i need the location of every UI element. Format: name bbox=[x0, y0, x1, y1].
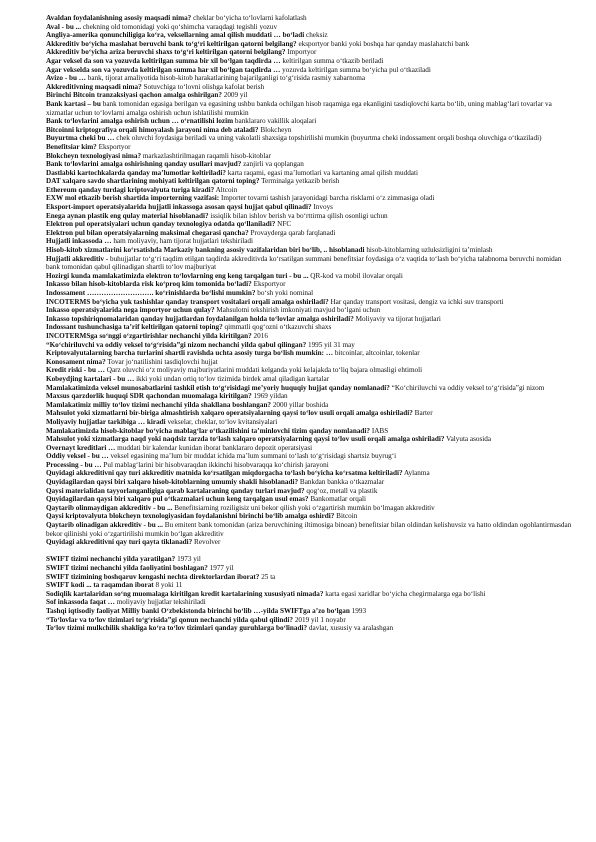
answer-text: moliyaviy hujjatlar tekshiriladi bbox=[116, 598, 206, 607]
question-text: Bitcoinni kriptografiya orqali himoyalash jarayoni nima deb ataladi? bbox=[46, 125, 259, 134]
qa-entry bbox=[46, 315, 572, 324]
question-text: Quyidagilardan qaysi biri xalqaro hisob-kitoblarning umumiy shakli hisoblanadi? bbox=[46, 478, 299, 487]
qa-entry bbox=[46, 83, 572, 92]
qa-entry bbox=[46, 23, 572, 32]
answer-text: Bitcoin bbox=[336, 512, 358, 521]
answer-text: IABS bbox=[371, 426, 389, 435]
qa-entry bbox=[46, 555, 572, 564]
question-text: Akkreditiv bo‘yicha maslahat beruvchi bank to‘g‘ri keltirilgan qatorni belgilang? bbox=[46, 39, 297, 48]
question-text: Avizo - bu … bbox=[46, 74, 86, 83]
answer-text: 1977 yil bbox=[209, 564, 234, 572]
qa-entry bbox=[46, 418, 572, 427]
qa-entry bbox=[46, 57, 572, 66]
qa-entry bbox=[46, 512, 572, 521]
answer-text: chekning old tomonidagi yoki qo‘shimcha varaqdagi tegishli yozuv bbox=[82, 22, 278, 31]
answer-text: NFC bbox=[277, 220, 292, 229]
answer-text: ham moliyaviy, ham tijorat hujjatlari tekshiriladi bbox=[113, 237, 253, 246]
answer-text: Revolver bbox=[194, 538, 221, 547]
question-text: Qaytarib olinmaydigan akkreditiv - bu ... bbox=[46, 503, 173, 512]
qa-entry bbox=[46, 194, 572, 203]
qa-entry bbox=[46, 409, 572, 418]
answer-text: karta raqami, egasi ma’lumotlari va kartaning amal qilish muddati bbox=[227, 168, 418, 177]
answer-text: Importer tovarni tashish jarayonidagi barcha risklarni o‘z zimmasiga oladi bbox=[220, 194, 435, 203]
question-text: Ethereum qanday turdagi kriptovalyuta turiga kiradi? bbox=[46, 185, 215, 194]
answer-text: keltirilgan summa o‘tkazib beriladi bbox=[282, 56, 384, 65]
qa-entry bbox=[46, 169, 572, 178]
answer-text: bitcoinlar, altcoinlar, tokenlar bbox=[334, 349, 420, 358]
answer-text: issiqlik bilan ishlov berish va bo‘rttirma qilish osonligi uchun bbox=[210, 211, 388, 220]
question-text: Sof inkassoda faqat … bbox=[46, 598, 115, 607]
question-text: DAT xalqaro savdo shartlarining mohiyati keltirilgan qatorni toping? bbox=[46, 177, 260, 186]
answer-text: Eksportyor bbox=[98, 142, 131, 151]
question-text: Bank to‘lovlarini amalga oshirish uchun … o‘rnatilishi lozim bbox=[46, 117, 234, 126]
question-text: Elektron pul bilan operatsiyalarning maksimal chegarasi qancha? bbox=[46, 228, 249, 237]
qa-entry bbox=[46, 323, 572, 332]
qa-entry bbox=[46, 237, 572, 246]
document-body bbox=[46, 14, 572, 633]
question-text: Mamlakatimizda veksel munosabatlarini tashkil etish to‘g‘risidagi me’yoriy huquqiy hujjat qanday nomlanadi? bbox=[46, 383, 390, 392]
answer-text: 2000 yillar boshida bbox=[272, 400, 329, 409]
question-text: Mahsulot yoki xizmatlarni bir-biriga almashtirish xalqaro operatsiyalarning qaysi to‘lov usuli orqali amalga oshiriladi? bbox=[46, 409, 413, 418]
question-text: Benefitsiar kim? bbox=[46, 142, 97, 151]
answer-text: 1993 bbox=[351, 606, 367, 615]
qa-entry bbox=[46, 392, 572, 401]
question-text: “To‘lovlar va to‘lov tizimlari to‘g‘risida”gi qonun nechanchi yilda qabul qilindi? bbox=[46, 615, 294, 624]
answer-text: markazlashtirilmagan raqamli hisob-kitoblar bbox=[142, 151, 271, 160]
answer-text: Invoys bbox=[313, 203, 333, 212]
answer-text: veksel egasining ma’lum bir muddat ichida ma’lum summani to‘lash to‘g‘risidagi shartsiz buyrug‘i bbox=[110, 452, 397, 461]
question-text: Mahsulot yoki xizmatlarga naqd yoki naqdsiz tarzda to‘lash xalqaro operatsiyalarning qaysi to‘lov usuli orqali amalga oshiriladi? bbox=[46, 435, 445, 444]
qa-entry bbox=[46, 401, 572, 410]
answer-text: Valyuta asosida bbox=[446, 435, 492, 444]
answer-text: Bankdan bankka o‘tkazmalar bbox=[299, 478, 385, 487]
question-text: Hozirgi kunda mamlakatimizda elektron to‘lovlarning eng keng tarqalgan turi - bu ... bbox=[46, 271, 309, 280]
question-text: Konosament nima? bbox=[46, 357, 106, 366]
answer-text: Sotuvchiga to‘lovni olishga kafolat berish bbox=[143, 82, 265, 91]
qa-entry bbox=[46, 306, 572, 315]
qa-entry bbox=[46, 100, 572, 117]
qa-entry bbox=[46, 581, 572, 590]
qa-entry bbox=[46, 280, 572, 289]
qa-entry bbox=[46, 341, 572, 350]
answer-text: bo‘sh yoki nominal bbox=[257, 289, 314, 297]
question-text: Hisob-kitob xizmatlarini ko‘rsatishda Markaziy bankning asosiy vazifalaridan biri bo‘lib, .. hisoblanadi bbox=[46, 246, 365, 255]
answer-text: Aylanma bbox=[403, 469, 430, 478]
answer-text: banklararo vakillik aloqalari bbox=[234, 117, 317, 126]
question-text: Inkasso bilan hisob-kitoblarda risk ko‘proq kim tomonida bo‘ladi? bbox=[46, 280, 252, 289]
answer-text: Barter bbox=[414, 409, 433, 418]
answer-text: zanjirli va qoplangan bbox=[243, 160, 304, 169]
answer-text: hisob-kitoblarning uzluksizligini ta’minlash bbox=[366, 246, 493, 255]
qa-entry bbox=[46, 349, 572, 358]
question-text: Mamlakatimiz milliy to‘lov tizimi nechanchi yilda shakllana boshlangan? bbox=[46, 400, 272, 409]
qa-entry bbox=[46, 598, 572, 607]
answer-text: buhujjatlar to‘g‘ri taqdim etilgan taqdirda akkreditivda ko‘rsatilgan summani benefitsiar foydasiga o‘z vaqtida to‘lash bo‘yicha talabnoma beruvchi nomidan bank tomonidan qabul qilinadigan shartli to‘lov majburiyat bbox=[46, 254, 562, 272]
qa-entry bbox=[46, 607, 572, 616]
question-text: INCOTERMSga so‘nggi o‘zgartirishlar nechanchi yilda kiritilgan? bbox=[46, 331, 252, 340]
qa-entry bbox=[46, 40, 572, 49]
qa-entry bbox=[46, 272, 572, 281]
question-text: Qaytarib olinadigan akkreditiv - bu ... bbox=[46, 521, 163, 530]
qa-entry bbox=[46, 590, 572, 599]
qa-entry bbox=[46, 177, 572, 186]
question-text: Qaysi kriptovalyuta blokcheyn texnologiyasidan foydalanishni birinchi bo‘lib amalga oshirdi? bbox=[46, 512, 335, 521]
question-text: Qaysi materialidan tayyorlanganligiga qarab kartalaraning qanday turlari mavjud? bbox=[46, 486, 305, 495]
qa-entry bbox=[46, 117, 572, 126]
question-text: INCOTERMS bo‘yicha yuk tashishlar qanday transport vositalari orqali amalga oshiriladi? bbox=[46, 297, 329, 306]
question-text: Maxsus qarzdorlik huquqi SDR qachondan muomalaga kiritilgan? bbox=[46, 392, 252, 401]
answer-text: 8 yoki 11 bbox=[155, 581, 183, 590]
question-text: Bank to‘lovlarini amalga oshirishning qanday usullari mavjud? bbox=[46, 160, 242, 169]
question-text: To‘lov tizimi mulkchilik shakliga ko‘ra to‘lov tizimlari qanday guruhlarga bo‘linadi? bbox=[46, 624, 308, 633]
question-text: Sodiqlik kartalaridan so‘ng muomalaga kiritilgan kredit kartalarining xususiyati nimada? bbox=[46, 589, 324, 598]
question-text: Indossant tushunchasiga ta’rif keltirilgan qatorni toping? bbox=[46, 323, 223, 332]
answer-text: Bankomatlar orqali bbox=[310, 495, 367, 504]
qa-entry bbox=[46, 616, 572, 625]
question-text: Inkasso operatsiyalarida nega importyor uchun qulay? bbox=[46, 306, 215, 315]
qa-entry bbox=[46, 246, 572, 255]
question-text: Moliyaviy hujjatlar tarkibiga … kiradi bbox=[46, 417, 166, 426]
question-text: SWIFT tizimi nechanchi yilda yaratilgan? bbox=[46, 555, 176, 564]
qa-entry bbox=[46, 384, 572, 393]
question-text: EXW mol etkazib berish shartida importerning vazifasi: bbox=[46, 194, 220, 203]
qa-entry bbox=[46, 624, 572, 633]
answer-text: Mahsulotni tekshirish imkoniyati mavjud bo‘lgani uchun bbox=[216, 306, 381, 315]
answer-text: 2019 yil 1 noyabr bbox=[294, 615, 346, 624]
answer-text: qimmatli qog‘ozni o‘tkazuvchi shaxs bbox=[224, 323, 332, 332]
answer-text: bank, tijorat amaliyotida hisob-kitob harakatlarining bajarilganligi to‘g‘risida rasmiy xabarnoma bbox=[87, 74, 366, 83]
qa-entry bbox=[46, 495, 572, 504]
answer-text: Pul mablag‘larini bir hisobvaraqdan ikkinchi hisobvaraqqa ko‘chirish jarayoni bbox=[103, 460, 329, 469]
qa-entry bbox=[46, 435, 572, 444]
question-text: Enega aynan plastik eng qulay material hisoblanadi? bbox=[46, 211, 209, 220]
qa-entry bbox=[46, 538, 572, 547]
qa-entry bbox=[46, 220, 572, 229]
qa-entry bbox=[46, 160, 572, 169]
answer-text: Altcoin bbox=[215, 185, 238, 194]
answer-text: Provayderga qarab farqlanadi bbox=[250, 228, 336, 237]
question-text: Eksport-import operatsiyalarida hujjatli inkassoga asosan qaysi hujjat qabul qilinadi? bbox=[46, 203, 312, 212]
question-text: Dastlabki kartochkalarda qanday ma’lumotlar keltiriladi? bbox=[46, 168, 226, 177]
question-text: Birinchi Bitcoin tranzaksiyasi qachon amalga oshirilgan? bbox=[46, 91, 222, 100]
question-text: Inkasso topshiriqnomalaridan qanday hujjatlardan foydalanilgan holda to‘lovlar amalga oshiriladi? bbox=[46, 314, 354, 323]
qa-entry bbox=[46, 573, 572, 582]
qa-entry bbox=[46, 74, 572, 83]
answer-text: 1973 yil bbox=[177, 555, 201, 564]
answer-text: cheksiz bbox=[306, 31, 328, 40]
qa-entry bbox=[46, 487, 572, 496]
qa-entry bbox=[46, 91, 572, 100]
question-text: Buyurtma cheki bu … bbox=[46, 134, 115, 143]
question-text: Hujjatli inkassoda … bbox=[46, 237, 112, 246]
question-text: Processing - bu … bbox=[46, 460, 102, 469]
answer-text: Terminalga yetkazib berish bbox=[261, 177, 340, 186]
answer-text: Har qanday transport vositasi, dengiz va ichki suv transporti bbox=[330, 297, 504, 306]
qa-entry bbox=[46, 521, 572, 538]
question-text: Kobeydjing kartalari - bu … bbox=[46, 374, 135, 383]
question-text: Tashqi iqtisodiy faoliyat Milliy banki O‘zbekistonda birinchi bo‘lib …-yilda SWIFTga a’zo bo‘lgan bbox=[46, 606, 350, 615]
qa-entry bbox=[46, 229, 572, 238]
answer-text: bank tomonidan egasiga berilgan va egasining ushbu bankda ochilgan hisob raqamiga ega ekanligini tasdiqlovchi karta bo‘lib, uning mablag‘lari tovarlar va xizmatlar uchun to‘lovlarni amalga oshirish uchun ishlatilishi mumkin bbox=[46, 99, 552, 117]
question-text: Mamlakatimizda hisob-kitoblar bo‘yicha mablag‘lar o‘tkazilishini ta’minlovchi tizim qanday nomlanadi? bbox=[46, 426, 371, 435]
question-text: Quyidagi akkreditivni qay turi akkreditiv matnida ko‘rsatilgan miqdorgacha to‘lash bo‘yicha ko‘rsatma keltiriladi? bbox=[46, 469, 403, 478]
answer-text: yozuvda keltirilgan summa bo‘yicha pul o‘tkaziladi bbox=[282, 65, 431, 74]
answer-text: Bu emitent bank tomonidan (ariza beruvchining iltimosiga binoan) benefitsiar bilan oldindan kelishuvsiz va hatto oldindan ogohlantirmasdan bekor qilinishi yoki o‘zgartirilishi mumkin bo‘lgan akkreditiv bbox=[46, 521, 572, 538]
question-text: Kriptovalyutalarning barcha turlarini shartli ravishda uchta asosiy turga bo‘lish mumkin: … bbox=[46, 349, 334, 358]
question-text: Angliya-amerika qonunchiligiga ko‘ra, veksellarning amal qilish muddati … bo‘ladi bbox=[46, 31, 305, 40]
answer-text: karta egasi xaridlar bo‘yicha chegirmalarga ega bo‘lishi bbox=[325, 589, 486, 598]
answer-text: 1995 yil 31 may bbox=[307, 340, 355, 349]
answer-text: Importyor bbox=[287, 48, 317, 57]
question-text: SWIFT tizimi nechanchi yilda faoliyatini boshlagan? bbox=[46, 564, 208, 572]
answer-text: Eksportyor bbox=[253, 280, 286, 289]
qa-entry bbox=[46, 504, 572, 513]
question-text: Bank kartasi – bu bbox=[46, 99, 101, 108]
answer-text: Blokcheyn bbox=[260, 125, 292, 134]
qa-entry bbox=[46, 461, 572, 470]
answer-text: eksportyor banki yoki boshqa har qanday maslahatchi bank bbox=[298, 39, 470, 48]
blank-line bbox=[46, 547, 572, 556]
answer-text: 25 ta bbox=[261, 572, 276, 581]
answer-text: Moliyaviy va tijorat hujjatlari bbox=[355, 314, 441, 323]
answer-text: 2016 bbox=[253, 331, 268, 340]
question-text: Quyidagilardan qaysi biri xalqaro pul o‘tkazmalari uchun keng tarqalgan usul emas? bbox=[46, 495, 309, 504]
answer-text: chek oluvchi foydasiga beriladi va uning vakolatli shaxsiga topshirilishi mumkin (buyurtma cheki indossament orqali boshqa oluvchiga o‘tkaziladi) bbox=[116, 134, 542, 143]
question-text: Akkreditiv bo‘yicha ariza beruvchi shaxs to‘g‘ri keltirilgan qatorni belgilang? bbox=[46, 48, 286, 57]
qa-entry bbox=[46, 212, 572, 221]
answer-text: muddati bir kalendar kunidan iborat banklararo depozit operatsiyasi bbox=[117, 443, 313, 452]
qa-entry bbox=[46, 478, 572, 487]
qa-entry bbox=[46, 66, 572, 75]
question-text: Blokcheyn texnologiyasi nima? bbox=[46, 151, 142, 160]
question-text: SWIFT tizimining boshqaruv kengashi nechta direktorlardan iborat? bbox=[46, 572, 260, 581]
question-text: Oddiy veksel - bu … bbox=[46, 452, 109, 461]
question-text: Overnayt kreditlari … bbox=[46, 443, 116, 452]
qa-entry bbox=[46, 332, 572, 341]
qa-entry bbox=[46, 289, 572, 298]
answer-text: vekselar, cheklar, to‘lov kvitansiyalari bbox=[167, 417, 278, 426]
qa-entry bbox=[46, 203, 572, 212]
answer-text: Tovar jo‘natilishini tasdiqlovchi hujjat bbox=[107, 357, 218, 366]
qa-entry bbox=[46, 48, 572, 57]
qa-entry bbox=[46, 564, 572, 573]
answer-text: Benefitsiarning roziligisiz uni bekor qilish yoki o‘zgartirish mumkin bo‘lmagan akkreditiv bbox=[174, 503, 435, 512]
qa-entry bbox=[46, 186, 572, 195]
answer-text: Qarz oluvchi o‘z moliyaviy majburiyatlarini muddati kelganda yoki kelajakda to‘liq bajara olmasligi ehtimoli bbox=[106, 366, 423, 375]
answer-text: 1969 yildan bbox=[253, 392, 288, 401]
qa-entry bbox=[46, 143, 572, 152]
qa-entry bbox=[46, 452, 572, 461]
qa-entry bbox=[46, 427, 572, 436]
question-text: Hujjatli akkreditiv - bbox=[46, 254, 109, 263]
question-text: Quyidagi akkreditivni qay turi qayta tiklanadi? bbox=[46, 538, 193, 547]
question-text: Avaldan foydalanishning asosiy maqsadi nima? bbox=[46, 14, 192, 22]
qa-entry bbox=[46, 444, 572, 453]
question-text: Akkreditivning maqsadi nima? bbox=[46, 82, 142, 91]
question-text: Kredit riski - bu … bbox=[46, 366, 105, 375]
answer-text: qog‘oz, metall va plastik bbox=[306, 486, 378, 495]
answer-text: davlat, xususiy va aralashgan bbox=[308, 624, 394, 633]
question-text: Aval - bu ... bbox=[46, 22, 82, 31]
qa-entry bbox=[46, 366, 572, 375]
qa-entry bbox=[46, 298, 572, 307]
answer-text: cheklar bo‘yicha to‘lovlarni kafolatlash bbox=[193, 14, 307, 22]
question-text: Agar veksel da son va yozuvda keltirilgan summa bir xil bo‘lgan taqdirda … bbox=[46, 56, 281, 65]
qa-entry bbox=[46, 358, 572, 367]
answer-text: ikki yoki undan ortiq to‘lov tizimida birdek amal qiladigan kartalar bbox=[136, 374, 330, 383]
qa-entry bbox=[46, 152, 572, 161]
qa-entry bbox=[46, 375, 572, 384]
question-text: Elektron pul operatsiyalari uchun qanday texnologiya odatda qo‘llaniladi? bbox=[46, 220, 276, 229]
question-text: Indossament ………………………. ko‘rinishlarda bo‘lishi mumkin? bbox=[46, 289, 256, 297]
answer-text: 2009 yil bbox=[223, 91, 248, 100]
qa-entry bbox=[46, 255, 572, 272]
question-text: SWIFT kodi ... ta raqamdan iborat bbox=[46, 581, 154, 590]
answer-text: QR-kod va mobil ilovalar orqali bbox=[310, 271, 403, 280]
qa-entry bbox=[46, 31, 572, 40]
question-text: “Ko‘chiriluvchi va oddiy veksel to‘g‘risida”gi nizom nechanchi yilda qabul qilingan? bbox=[46, 340, 307, 349]
qa-entry bbox=[46, 134, 572, 143]
qa-entry bbox=[46, 14, 572, 23]
question-text: Agar vekselda son va yozuvda keltirilgan summa har xil bo‘lgan taqdirda … bbox=[46, 65, 281, 74]
qa-entry bbox=[46, 126, 572, 135]
qa-entry bbox=[46, 469, 572, 478]
answer-text: “Ko‘chiriluvchi va oddiy veksel to‘g‘risida”gi nizom bbox=[391, 383, 545, 392]
